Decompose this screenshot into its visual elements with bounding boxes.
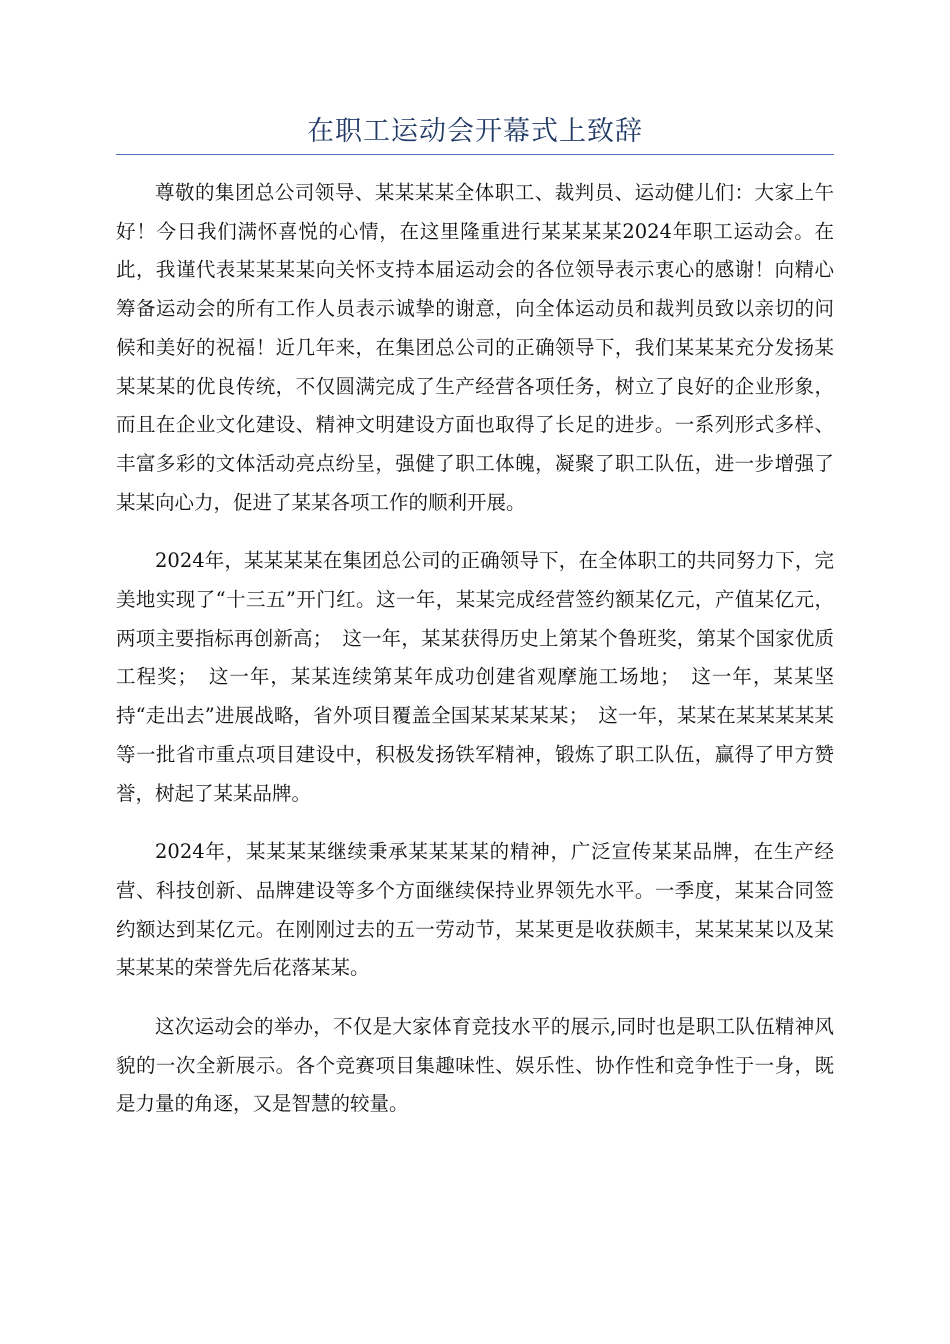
paragraph-3: 2024年，某某某某继续秉承某某某某的精神，广泛宣传某某品牌，在生产经营、科技创新、品牌建设等多个方面继续保持业界领先水平。一季度，某某合同签约额达到某亿元。在刚刚过去的五一劳动节，某某更是收获颇丰，某某某某以及某某某某的荣誉先后花落某某。 [116,840,834,980]
title-divider [116,154,834,155]
paragraph-2: 2024年，某某某某在集团总公司的正确领导下，在全体职工的共同努力下，完美地实现了“十三五”开门红。这一年，某某完成经营签约额某亿元，产值某亿元，两项主要指标再创新高； 这一年，某某获得历史上第某个鲁班奖，第某个国家优质工程奖； 这一年，某某连续第某年成功创建省观摩施工场地； 这一年，某某坚持“走出去”进展战略，省外项目覆盖全国某某某某某； 这一年，某某在某某某某某等一批省市重点项目建设中，积极发扬铁军精神，锻炼了职工队伍，赢得了甲方赞誉，树起了某某品牌。 [116,549,834,805]
document-body [116,174,834,1144]
page-title: 在职工运动会开幕式上致辞 [307,116,643,147]
paragraph-4: 这次运动会的举办，不仅是大家体育竞技水平的展示,同时也是职工队伍精神风貌的一次全新展示。各个竞赛项目集趣味性、娱乐性、协作性和竞争性于一身，既是力量的角逐，又是智慧的较量。 [116,1015,834,1116]
paragraph-1: 尊敬的集团总公司领导、某某某某全体职工、裁判员、运动健儿们：大家上午好！今日我们满怀喜悦的心情，在这里隆重进行某某某某2024年职工运动会。在此，我谨代表某某某某向关怀支持本届运动会的各位领导表示衷心的感谢！向精心筹备运动会的所有工作人员表示诚挚的谢意，向全体运动员和裁判员致以亲切的问候和美好的祝福！近几年来，在集团总公司的正确领导下，我们某某某充分发扬某某某某的优良传统，不仅圆满完成了生产经营各项任务，树立了良好的企业形象，而且在企业文化建设、精神文明建设方面也取得了长足的进步。一系列形式多样、丰富多彩的文体活动亮点纷呈，强健了职工体魄，凝聚了职工队伍，进一步增强了某某向心力，促进了某某各项工作的顺利开展。 [116,181,834,514]
